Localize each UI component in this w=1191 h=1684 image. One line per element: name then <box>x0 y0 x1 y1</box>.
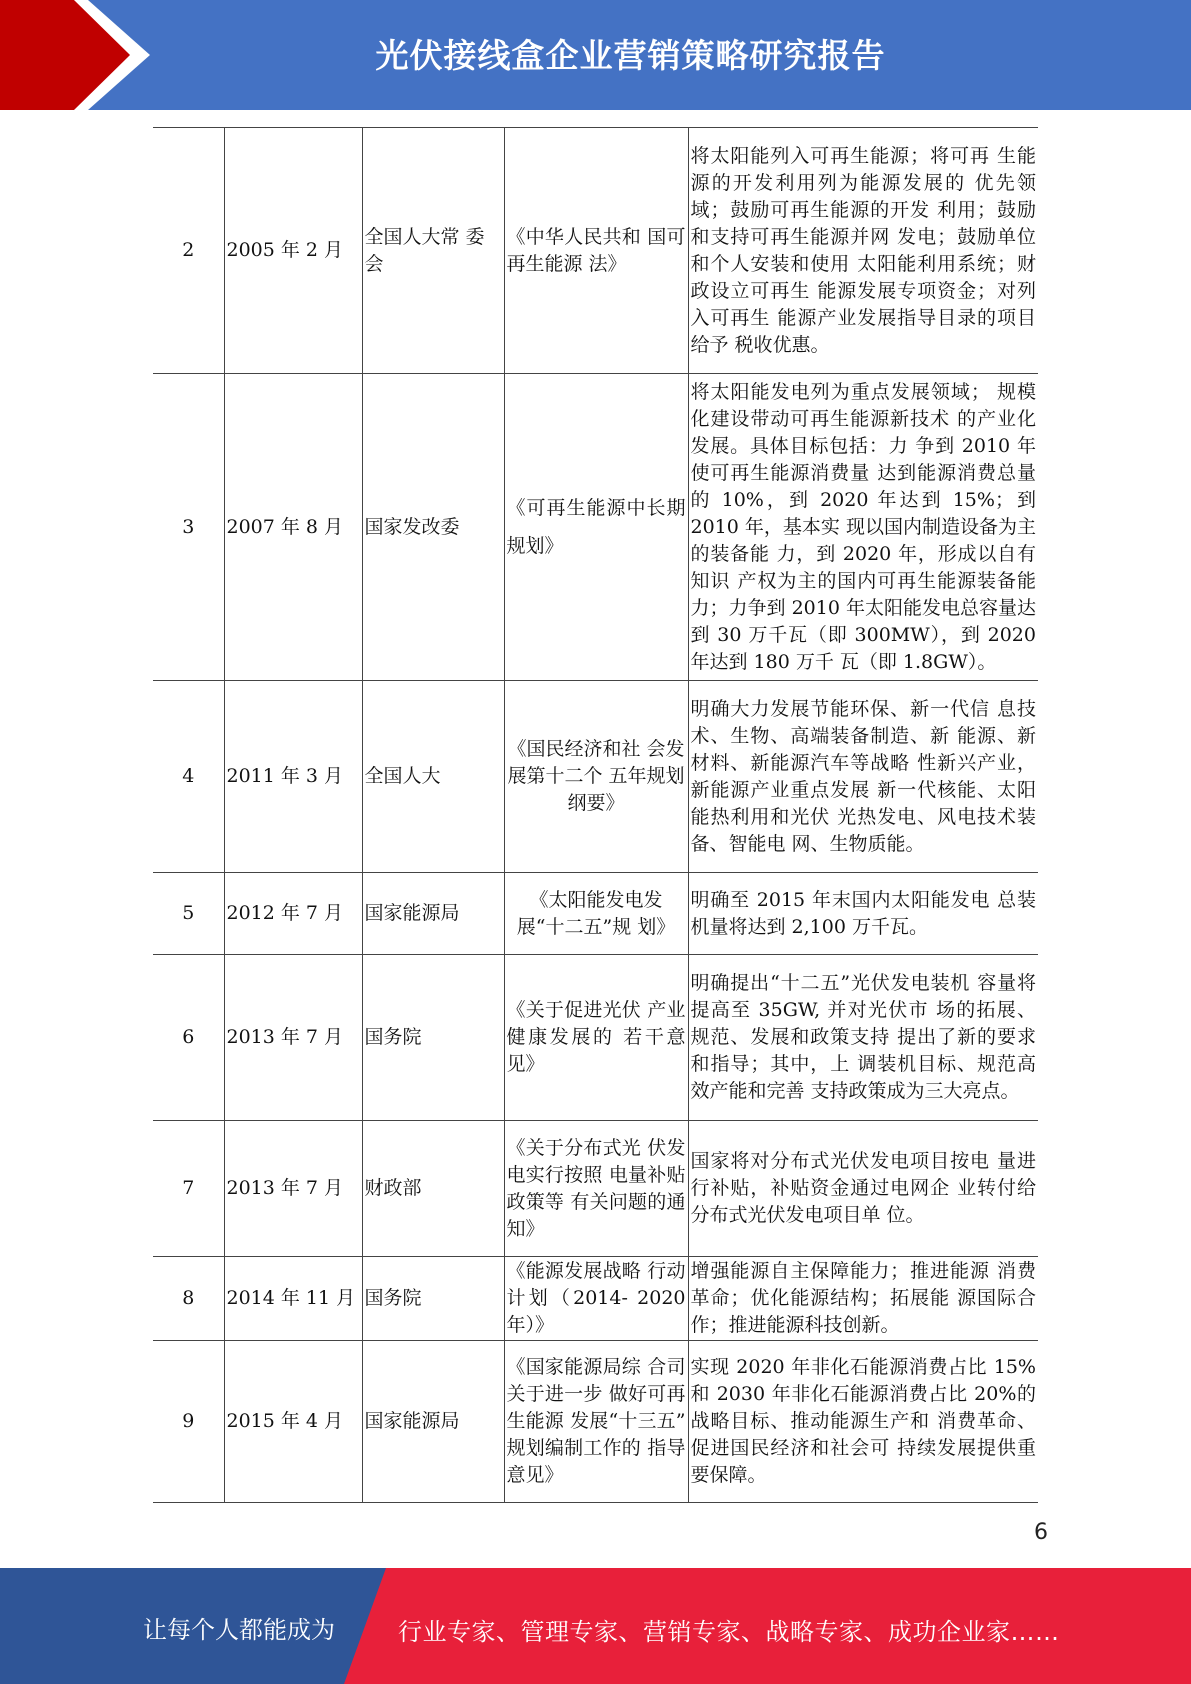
row-policy-title: 《太阳能发电发 展“十二五”规 划》 <box>504 873 688 955</box>
report-title: 光伏接线盒企业营销策略研究报告 <box>375 36 886 75</box>
row-agency: 国家能源局 <box>362 1341 504 1503</box>
row-date: 2012 年 7 月 <box>224 873 362 955</box>
row-number: 3 <box>153 374 224 681</box>
row-number: 9 <box>153 1341 224 1503</box>
row-agency: 全国人大常 委会 <box>362 128 504 374</box>
row-agency: 国家能源局 <box>362 873 504 955</box>
row-date: 2013 年 7 月 <box>224 1121 362 1257</box>
table-row <box>153 955 1038 1121</box>
row-date: 2013 年 7 月 <box>224 955 362 1121</box>
row-policy-title: 《可再生能源中长期规划》 <box>504 374 688 681</box>
row-policy-content: 将太阳能发电列为重点发展领域； 规模化建设带动可再生能源新技术 的产业化发展。具体目标包括：力 争到 2010 年使可再生能源消费量 达到能源消费总量的 10%，到 2020 年达到 15%；到 2010 年，基本实 现以国内制造设备为主的装备能 力，到 2020 年，形成以自有知识 产权为主的国内可再生能源装备能 力；力争到 2010 年太阳能发电总容量达到 30 万千瓦（即 300MW），到 2020 年达到 180 万千 瓦（即 1.8GW）。 <box>688 374 1038 681</box>
row-policy-content: 国家将对分布式光伏发电项目按电 量进行补贴，补贴资金通过电网企 业转付给分布式光伏发电项目单 位。 <box>688 1121 1038 1257</box>
row-number: 2 <box>153 128 224 374</box>
page-header <box>0 0 1191 110</box>
table-row <box>153 374 1038 681</box>
page-footer <box>0 1568 1191 1684</box>
row-number: 4 <box>153 681 224 873</box>
row-policy-content: 明确提出“十二五”光伏发电装机 容量将提高至 35GW, 并对光伏市 场的拓展、规范、发展和政策支持 提出了新的要求和指导；其中，上 调装机目标、规范高效产能和完善 支持政策成为三大亮点。 <box>688 955 1038 1121</box>
row-number: 7 <box>153 1121 224 1257</box>
table-row <box>153 681 1038 873</box>
row-agency: 国家发改委 <box>362 374 504 681</box>
page-number: 6 <box>1034 1520 1048 1545</box>
policy-table <box>153 127 1038 1503</box>
row-date: 2005 年 2 月 <box>224 128 362 374</box>
row-date: 2011 年 3 月 <box>224 681 362 873</box>
row-policy-content: 明确至 2015 年末国内太阳能发电 总装机量将达到 2,100 万千瓦。 <box>688 873 1038 955</box>
table-row <box>153 128 1038 374</box>
row-policy-title: 《关于分布式光 伏发电实行按照 电量补贴政策等 有关问题的通 知》 <box>504 1121 688 1257</box>
row-policy-content: 明确大力发展节能环保、新一代信 息技术、生物、高端装备制造、新 能源、新材料、新能源汽车等战略 性新兴产业，新能源产业重点发展 新一代核能、太阳能热利用和光伏 光热发电、风电技术装备、智能电 网、生物质能。 <box>688 681 1038 873</box>
row-agency: 国务院 <box>362 955 504 1121</box>
row-date: 2015 年 4 月 <box>224 1341 362 1503</box>
row-policy-content: 实现 2020 年非化石能源消费占比 15%和 2030 年非化石能源消费占比 20%的战略目标、推动能源生产和 消费革命、促进国民经济和社会可 持续发展提供重要保障。 <box>688 1341 1038 1503</box>
row-policy-title: 《能源发展战略 行动计划（2014- 2020 年）》 <box>504 1257 688 1341</box>
row-number: 5 <box>153 873 224 955</box>
row-policy-content: 增强能源自主保障能力；推进能源 消费革命；优化能源结构；拓展能 源国际合作；推进能源科技创新。 <box>688 1257 1038 1341</box>
row-policy-title: 《关于促进光伏 产业健康发展的 若干意见》 <box>504 955 688 1121</box>
table-row <box>153 1341 1038 1503</box>
table-row <box>153 1121 1038 1257</box>
row-policy-content: 将太阳能列入可再生能源；将可再 生能源的开发利用列为能源发展的 优先领域；鼓励可再生能源的开发 利用；鼓励和支持可再生能源并网 发电；鼓励单位和个人安装和使用 太阳能利用系统；财政设立可再生 能源发展专项资金；对列入可再生 能源产业发展指导目录的项目给予 税收优惠。 <box>688 128 1038 374</box>
footer-slogan-right: 行业专家、管理专家、营销专家、战略专家、成功企业家…… <box>398 1618 1060 1646</box>
row-number: 6 <box>153 955 224 1121</box>
row-agency: 财政部 <box>362 1121 504 1257</box>
table-row <box>153 1257 1038 1341</box>
row-agency: 国务院 <box>362 1257 504 1341</box>
row-date: 2007 年 8 月 <box>224 374 362 681</box>
row-policy-title: 《国家能源局综 合司关于进一步 做好可再生能源 发展“十三五” 规划编制工作的 指导意见》 <box>504 1341 688 1503</box>
row-policy-title: 《国民经济和社 会发展第十二个 五年规划纲要》 <box>504 681 688 873</box>
row-agency: 全国人大 <box>362 681 504 873</box>
row-number: 8 <box>153 1257 224 1341</box>
row-date: 2014 年 11 月 <box>224 1257 362 1341</box>
row-policy-title: 《中华人民共和 国可再生能源 法》 <box>504 128 688 374</box>
footer-slogan-left: 让每个人都能成为 <box>143 1616 335 1644</box>
table-row <box>153 873 1038 955</box>
